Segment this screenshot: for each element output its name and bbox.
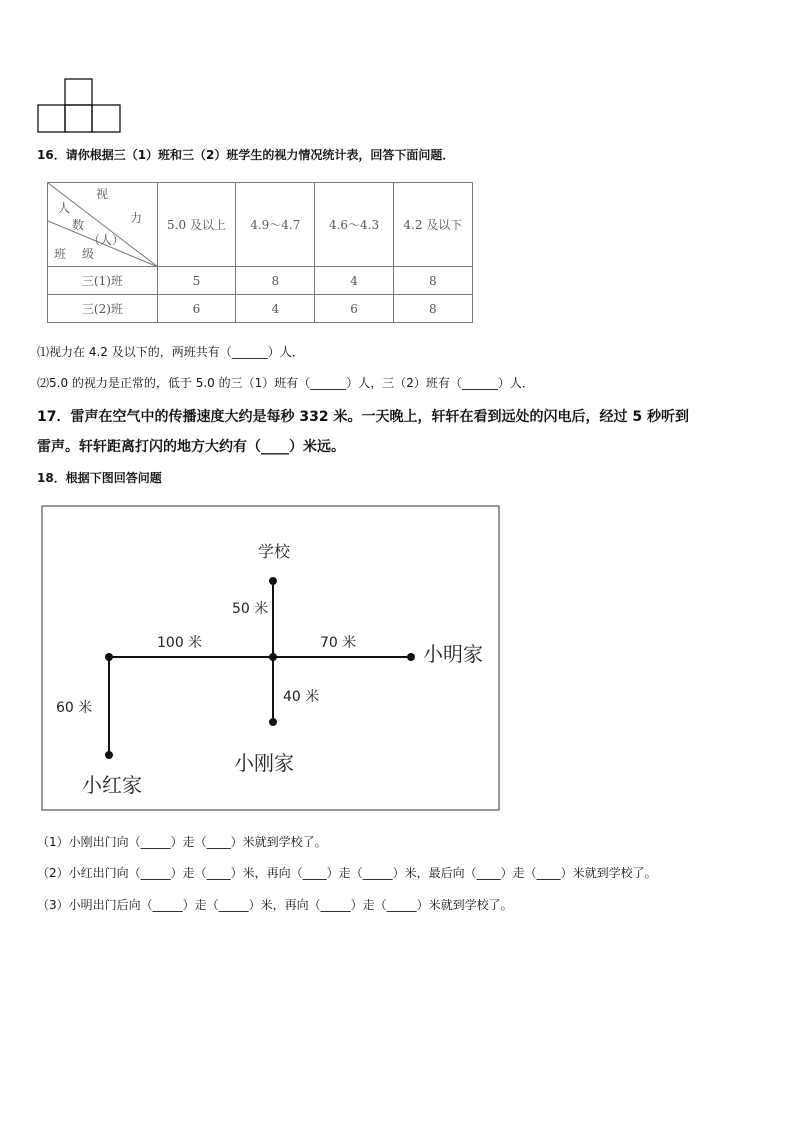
- column-header: 4.2 及以下: [393, 183, 472, 267]
- distance-school-label: 50 米: [232, 601, 269, 617]
- route-map: [41, 505, 501, 812]
- column-header: 5.0 及以上: [157, 183, 235, 267]
- corner-label-li: 力: [130, 211, 143, 225]
- question-17-line1: 17．雷声在空气中的传播速度大约是每秒 332 米。一天晚上，轩轩在看到远处的闪电后，经过 5 秒听到: [37, 409, 689, 425]
- table-row: [48, 267, 473, 295]
- table-cell: 5: [157, 267, 235, 295]
- xiaohong-home-point: [105, 751, 113, 759]
- table-corner-cell: [48, 183, 158, 267]
- table-cell: 8: [236, 267, 315, 295]
- question-16-sub2: ⑵5.0 的视力是正常的，低于 5.0 的三（1）班有（______）人，三（2）班有（______）人．: [37, 376, 534, 390]
- xiaoming-home-point: [407, 653, 415, 661]
- table-cell: 6: [315, 295, 393, 323]
- table-cell: 6: [157, 295, 235, 323]
- corner-label-unit: （人）: [88, 233, 125, 247]
- question-18-sub1: （1）小刚出门向（_____）走（____）米就到学校了。: [37, 835, 327, 849]
- school-label: 学校: [258, 542, 291, 561]
- question-17-line2: 雷声。轩轩距离打闪的地方大约有（____）米远。: [37, 439, 345, 455]
- corner-label-shi: 视: [96, 187, 109, 201]
- xiaogang-home-point: [269, 718, 277, 726]
- question-16-sub1: ⑴视力在 4.2 及以下的，两班共有（______）人．: [37, 345, 304, 359]
- distance-left-label: 100 米: [157, 635, 203, 651]
- question-16-title: 16．请你根据三（1）班和三（2）班学生的视力情况统计表，回答下面问题．: [37, 148, 455, 162]
- xiaohong-home-label: 小红家: [82, 773, 142, 797]
- corner-label-ji: 级: [82, 247, 95, 261]
- xiaoming-home-label: 小明家: [423, 642, 483, 666]
- corner-label-ban: 班: [54, 247, 67, 261]
- block-figure: [37, 78, 125, 134]
- column-header: 4.6～4.3: [315, 183, 393, 267]
- question-18-title: 18．根据下图回答问题: [37, 471, 162, 485]
- table-cell: 8: [393, 295, 472, 323]
- distance-right-label: 70 米: [320, 635, 357, 651]
- table-cell: 8: [393, 267, 472, 295]
- vision-table-wrap: [47, 182, 473, 323]
- junction-center-point: [269, 653, 277, 661]
- corner-label-ren: 人: [58, 201, 71, 215]
- school-point: [269, 577, 277, 585]
- table-cell: 4: [236, 295, 315, 323]
- distance-down-label: 40 米: [283, 689, 320, 705]
- table-cell: 4: [315, 267, 393, 295]
- vision-table: [47, 182, 473, 323]
- question-18-sub3: （3）小明出门后向（_____）走（_____）米，再向（_____）走（_____）米就到学校了。: [37, 898, 513, 912]
- corner-label-shu: 数: [72, 218, 85, 232]
- row-class-label: 三(2)班: [48, 295, 158, 323]
- xiaogang-home-label: 小刚家: [234, 751, 294, 775]
- distance-hong-label: 60 米: [56, 700, 93, 716]
- column-header: 4.9～4.7: [236, 183, 315, 267]
- table-row: [48, 295, 473, 323]
- question-18-sub2: （2）小红出门向（_____）走（____）米，再向（____）走（_____）米，最后向（____）走（____）米就到学校了。: [37, 866, 657, 880]
- junction-left-point: [105, 653, 113, 661]
- row-class-label: 三(1)班: [48, 267, 158, 295]
